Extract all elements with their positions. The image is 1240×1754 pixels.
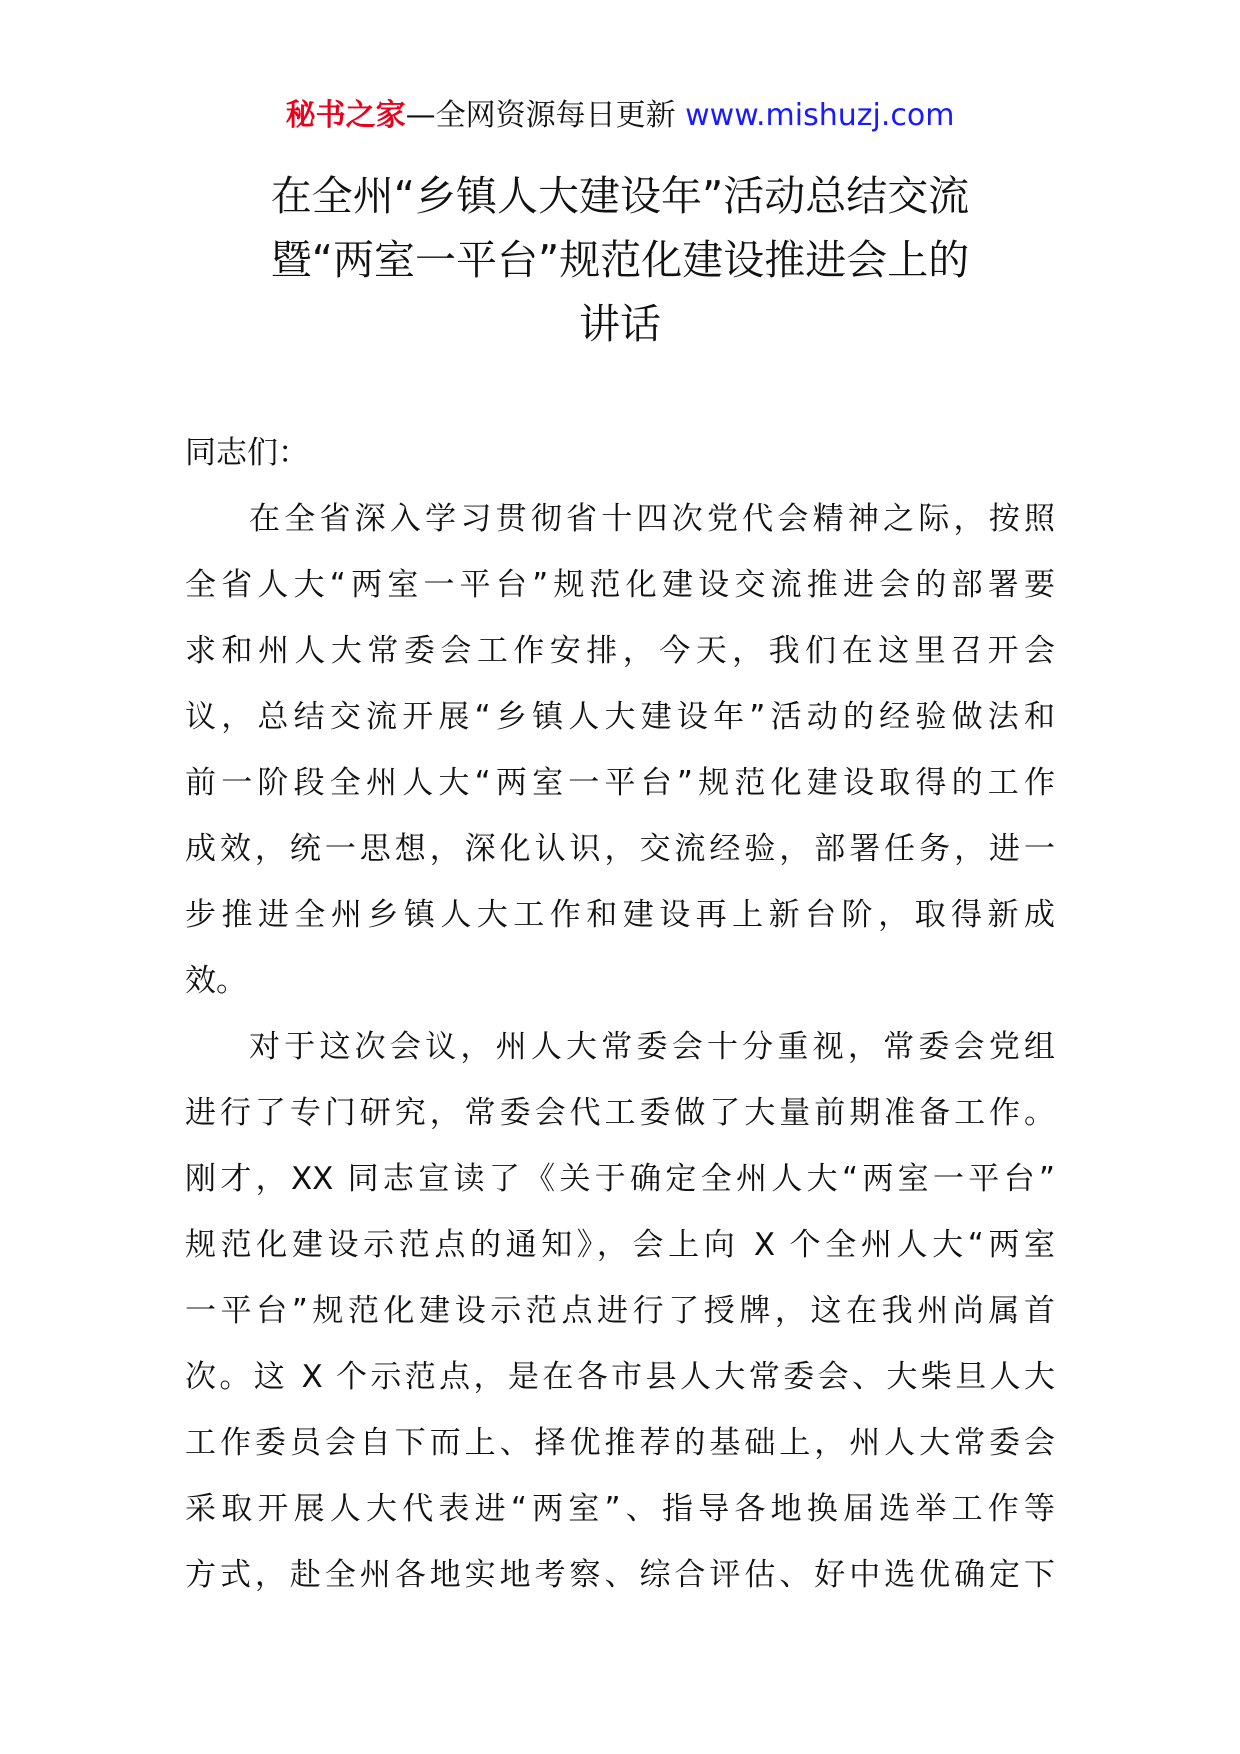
salutation: 同志们： [185, 435, 309, 471]
paragraph-1 [185, 486, 1055, 1014]
paragraph-line: 效。 [185, 963, 247, 999]
paragraph-line: 一平台”规范化建设示范点进行了授牌，这在我州尚属首 [185, 1293, 1055, 1329]
paragraph-line: 刚才，XX 同志宣读了《关于确定全州人大“两室一平台” [185, 1161, 1055, 1197]
paragraph-line: 采取开展人大代表进“两室”、指导各地换届选举工作等 [185, 1491, 1055, 1527]
title-line: 暨“两室一平台”规范化建设推进会上的 [270, 236, 970, 284]
paragraph-line: 求和州人大常委会工作安排，今天，我们在这里召开会 [185, 633, 1055, 669]
paragraph-line: 工作委员会自下而上、择优推荐的基础上，州人大常委会 [185, 1425, 1055, 1461]
document-title [150, 164, 1090, 356]
document-body [185, 420, 1055, 1608]
paragraph-2 [185, 1014, 1055, 1608]
paragraph-line: 进行了专门研究，常委会代工委做了大量前期准备工作。 [185, 1095, 1055, 1131]
paragraph-line: 全省人大“两室一平台”规范化建设交流推进会的部署要 [185, 567, 1055, 603]
paragraph-line: 成效，统一思想，深化认识，交流经验，部署任务，进一 [185, 831, 1055, 867]
title-line: 讲话 [579, 300, 661, 348]
paragraph-line: 次。这 X 个示范点，是在各市县人大常委会、大柴旦人大 [185, 1359, 1055, 1395]
paragraph-line: 议，总结交流开展“乡镇人大建设年”活动的经验做法和 [185, 699, 1055, 735]
paragraph-line: 前一阶段全州人大“两室一平台”规范化建设取得的工作 [185, 765, 1055, 801]
site-brand: 秘书之家 [285, 98, 406, 133]
paragraph-line: 步推进全州乡镇人大工作和建设再上新台阶，取得新成 [185, 897, 1055, 933]
paragraph-line: 在全省深入学习贯彻省十四次党代会精神之际，按照 [249, 501, 1055, 537]
title-line: 在全州“乡镇人大建设年”活动总结交流 [270, 172, 970, 220]
site-header [0, 96, 1240, 136]
site-url-link[interactable]: www.mishuzj.com [685, 98, 955, 133]
paragraph-line: 规范化建设示范点的通知》，会上向 X 个全州人大“两室 [185, 1227, 1055, 1263]
paragraph-line: 方式，赴全州各地实地考察、综合评估、好中选优确定下 [185, 1557, 1055, 1593]
site-slogan: —全网资源每日更新 [405, 98, 676, 133]
paragraph-line: 对于这次会议，州人大常委会十分重视，常委会党组 [249, 1029, 1055, 1065]
